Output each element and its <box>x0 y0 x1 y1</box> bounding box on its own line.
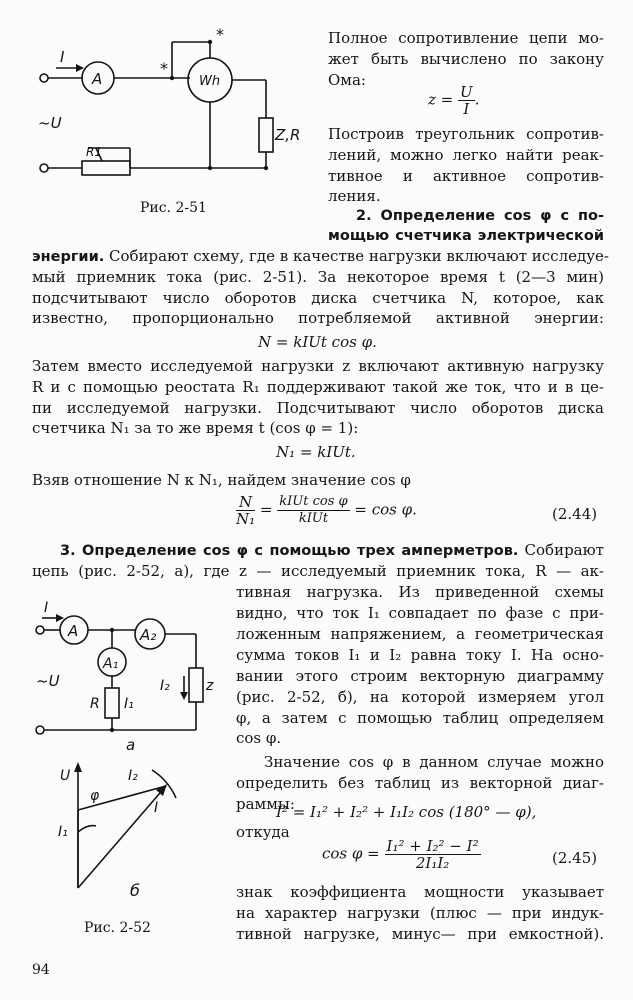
section-2-heading: мощью счетчика электрической <box>328 228 604 244</box>
paragraph-line: cos φ. <box>236 729 282 747</box>
ammeter-1-label: A₁ <box>103 656 119 672</box>
vector-I-label: I <box>154 800 159 816</box>
ammeter-label: A <box>68 622 79 640</box>
paragraph-line: Построив треугольник сопротив- <box>328 125 604 143</box>
paragraph-line: тивной нагрузке, минус— при емкостной). <box>236 925 604 943</box>
ohm-equation: z = $\frac{U}{I}$ . <box>428 83 480 118</box>
paragraph-line: подсчитывают число оборотов диска счетчика N, которое, как <box>32 289 604 307</box>
label-ZR: Z,R <box>275 126 301 144</box>
vector-I2-label: I₂ <box>128 768 138 784</box>
paragraph-line: (рис. 2-52, б), на которой измеряем угол <box>236 688 604 706</box>
ammeter-label: A <box>92 70 103 88</box>
phi-label: φ <box>90 788 100 804</box>
star-left: * <box>160 59 168 78</box>
figure-2-52b-vector-diagram <box>0 0 240 940</box>
paragraph-line: R и с помощью реостата R₁ поддерживают такой же ток, что и в це- <box>32 378 604 396</box>
label-R1: R1 <box>86 145 102 159</box>
paragraph-line: на характер нагрузки (плюс — при индук- <box>236 904 604 922</box>
label-I: I <box>44 600 49 616</box>
eq3-den-left: N₁ <box>236 510 256 528</box>
paragraph-line: сумма токов I₁ и I₂ равна току I. На осно- <box>236 646 604 664</box>
vector-U-label: U <box>60 768 71 784</box>
section-2-heading: 2. Определение cos φ с по- <box>356 208 604 224</box>
paragraph-line: тивная нагрузка. Из приведенной схемы <box>236 583 604 601</box>
eq5-num: I₁² + I₂² − I² <box>386 837 479 855</box>
equation-2-44 <box>236 494 417 527</box>
paragraph-line: определить без таблиц из векторной диаг- <box>236 774 604 792</box>
paragraph-line: счетчика N₁ за то же время t (cos φ = 1): <box>32 419 359 437</box>
star-top: * <box>216 25 224 44</box>
equation-number: (2.45) <box>552 849 598 867</box>
paragraph-line: Взяв отношение N к N₁, найдем значение cos φ <box>32 471 411 489</box>
figure-2-51-caption: Рис. 2-51 <box>140 200 207 216</box>
paragraph-line: Ома: <box>328 71 366 89</box>
label-I1: I₁ <box>124 696 134 712</box>
paragraph-line: известно, пропорционально потребляемой активной энергии: <box>32 309 604 327</box>
paragraph-line: знак коэффициента мощности указывает <box>236 883 604 901</box>
ohm-den: I <box>463 100 470 118</box>
eq5-lhs: cos φ = <box>322 844 380 863</box>
construction-arc <box>152 770 176 798</box>
equation-1: N = kIUt cos φ. <box>258 333 377 351</box>
paragraph-line: φ, а затем с помощью таблиц определяем <box>236 709 604 727</box>
equation-2: N₁ = kIUt. <box>276 443 356 461</box>
eq3-den: kIUt <box>298 511 329 526</box>
paragraph-line: мый приемник тока (рис. 2-51). За некоторое время t (2—3 мин) <box>32 268 604 286</box>
subfigure-b-label: б <box>130 881 140 900</box>
ammeter-2-label: A₂ <box>140 626 157 644</box>
equation-2-45 <box>322 838 481 871</box>
text-span: Собирают <box>524 541 604 559</box>
vector-I1-label: I₁ <box>58 824 68 840</box>
label-z: z <box>206 678 214 694</box>
paragraph-line: пи исследуемой нагрузки. Подсчитывают число оборотов диска <box>32 399 604 417</box>
equation-cos-theorem: I² = I₁² + I₂² + I₁I₂ cos (180° — φ), <box>276 803 537 821</box>
paragraph-line: видно, что ток I₁ совпадает по фазе с при- <box>236 604 604 622</box>
paragraph-line: жет быть вычислено по закону <box>328 50 604 68</box>
paragraph-line: ложенным напряжением, а геометрическая <box>236 625 604 643</box>
paragraph-line: цепь (рис. 2-52, а), где z — исследуемый приемник тока, R — ак- <box>32 562 604 580</box>
paragraph-line: Затем вместо исследуемой нагрузки z включают активную нагрузку <box>32 357 604 375</box>
ohm-num: U <box>460 83 473 101</box>
figure-2-52-caption: Рис. 2-52 <box>84 920 151 936</box>
text-span: Собирают схему, где в качестве нагрузки включают исследуе- <box>109 247 609 265</box>
paragraph-line: тивное и активное сопротив- <box>328 167 604 185</box>
paragraph-line: раммы: <box>236 795 295 813</box>
paragraph-line: откуда <box>236 823 290 841</box>
label-I: I <box>60 48 65 66</box>
paragraph-line: лений, можно легко найти реак- <box>328 146 604 164</box>
section-2-heading-end: энергии. <box>32 249 105 265</box>
label-U: ~U <box>36 672 60 690</box>
subfigure-a-label: а <box>126 736 136 754</box>
ohm-lhs: z = <box>428 90 454 109</box>
paragraph-line: Полное сопротивление цепи мо- <box>328 29 604 47</box>
eq3-rhs: = cos φ. <box>354 500 417 519</box>
eq3-equals: = <box>259 500 273 519</box>
wattmeter-label: Wh <box>199 74 221 89</box>
label-I2: I₂ <box>160 678 170 694</box>
section-3-heading: 3. Определение cos φ с помощью трех амперметров. <box>60 543 519 559</box>
phi-arc <box>78 826 96 832</box>
label-U: ~U <box>38 114 62 132</box>
equation-number: (2.44) <box>552 505 598 523</box>
page-number: 94 <box>32 962 50 978</box>
paragraph-line: Значение cos φ в данном случае можно <box>264 753 604 771</box>
paragraph-line: вании этого строим векторную диаграмму <box>236 667 604 685</box>
paragraph-line: ления. <box>328 187 381 205</box>
eq3-num: kIUt cos φ <box>279 494 348 509</box>
eq3-num-left: N <box>236 494 255 511</box>
label-R: R <box>90 696 100 712</box>
eq5-den: 2I₁I₂ <box>415 854 450 872</box>
